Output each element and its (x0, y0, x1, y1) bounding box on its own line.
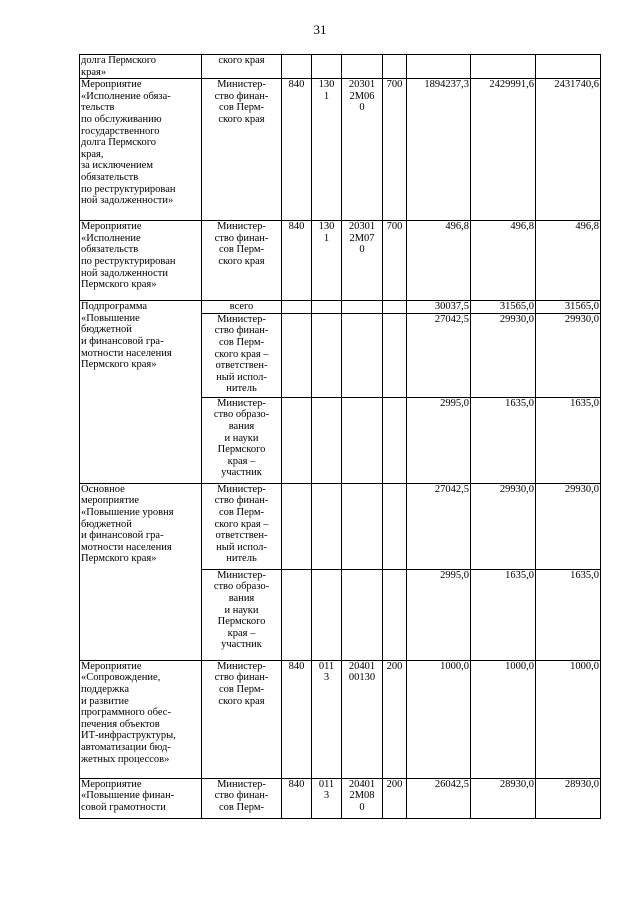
cell-csr (342, 55, 383, 79)
table-row (80, 660, 601, 778)
cell-exec: Министер- ство образо- вания и науки Пермского края – участник (202, 397, 282, 483)
cell-vr: 200 (383, 660, 407, 778)
budget-table (79, 54, 601, 819)
cell-name: Мероприятие «Сопровождение, поддержка и развитие программного обес- печения объектов ИТ-инфраструктуры, автоматизации бюд- жетных процессов» (80, 660, 202, 778)
cell-y3 (536, 55, 601, 79)
cell-y3: 1000,0 (536, 660, 601, 778)
cell-grbs: 840 (282, 778, 312, 818)
cell-y1: 496,8 (407, 221, 471, 301)
cell-y1: 2995,0 (407, 397, 471, 483)
cell-vr (383, 55, 407, 79)
cell-y2: 2429991,6 (471, 79, 536, 221)
cell-exec: Министер- ство финан- сов Перм- ского края – ответствен- ный испол- нитель (202, 483, 282, 569)
cell-exec: Министер- ство финан- сов Перм- ского края (202, 221, 282, 301)
cell-name: Мероприятие «Исполнение обязательств по реструктурирован ной задолженности Пермского края» (80, 221, 202, 301)
cell-exec: ского края (202, 55, 282, 79)
cell-csr: 20401 00130 (342, 660, 383, 778)
cell-vr (383, 313, 407, 397)
cell-rzpr: 130 1 (312, 221, 342, 301)
cell-y3: 1635,0 (536, 397, 601, 483)
table-row (80, 221, 601, 301)
cell-y1 (407, 55, 471, 79)
cell-y2: 1635,0 (471, 397, 536, 483)
cell-y2: 29930,0 (471, 483, 536, 569)
page-number: 31 (313, 22, 327, 37)
cell-rzpr (312, 483, 342, 569)
cell-y3: 496,8 (536, 221, 601, 301)
cell-csr: 20401 2М08 0 (342, 778, 383, 818)
cell-vr (383, 301, 407, 314)
cell-y1: 27042,5 (407, 483, 471, 569)
cell-y2 (471, 55, 536, 79)
cell-csr (342, 301, 383, 314)
cell-csr (342, 483, 383, 569)
cell-y3: 29930,0 (536, 483, 601, 569)
cell-grbs (282, 301, 312, 314)
cell-y3: 29930,0 (536, 313, 601, 397)
table-row (80, 301, 601, 314)
cell-name: Основное мероприятие «Повышение уровня бюджетной и финансовой гра- мотности населения Пермского края» (80, 483, 202, 660)
cell-y2: 496,8 (471, 221, 536, 301)
cell-grbs (282, 569, 312, 660)
cell-vr (383, 483, 407, 569)
cell-grbs: 840 (282, 660, 312, 778)
cell-grbs: 840 (282, 79, 312, 221)
table-row (80, 79, 601, 221)
cell-y2: 1635,0 (471, 569, 536, 660)
cell-name: Подпрограмма «Повышение бюджетной и финансовой гра- мотности населения Пермского края» (80, 301, 202, 484)
cell-grbs (282, 313, 312, 397)
table-row (80, 55, 601, 79)
cell-y2: 28930,0 (471, 778, 536, 818)
cell-exec: Министер- ство финан- сов Перм- ского края (202, 79, 282, 221)
cell-rzpr (312, 569, 342, 660)
cell-vr: 700 (383, 221, 407, 301)
cell-y1: 30037,5 (407, 301, 471, 314)
cell-vr: 700 (383, 79, 407, 221)
cell-csr: 20301 2М07 0 (342, 221, 383, 301)
cell-y3: 2431740,6 (536, 79, 601, 221)
cell-grbs (282, 483, 312, 569)
cell-rzpr: 130 1 (312, 79, 342, 221)
table-row (80, 778, 601, 818)
cell-rzpr (312, 313, 342, 397)
cell-y1: 2995,0 (407, 569, 471, 660)
cell-rzpr: 011 3 (312, 660, 342, 778)
cell-name: Мероприятие «Повышение финан- совой грамотности (80, 778, 202, 818)
cell-y3: 28930,0 (536, 778, 601, 818)
cell-y1: 1894237,3 (407, 79, 471, 221)
cell-exec: всего (202, 301, 282, 314)
cell-rzpr: 011 3 (312, 778, 342, 818)
cell-vr (383, 397, 407, 483)
cell-rzpr (312, 301, 342, 314)
cell-y2: 31565,0 (471, 301, 536, 314)
cell-exec: Министер- ство финан- сов Перм- (202, 778, 282, 818)
cell-grbs (282, 55, 312, 79)
cell-csr (342, 569, 383, 660)
cell-name: долга Пермского края» (80, 55, 202, 79)
cell-y1: 26042,5 (407, 778, 471, 818)
cell-name: Мероприятие «Исполнение обяза- тельств по обслуживанию государственного долга Пермского края, за исключением обязательств по реструктурирован ной задолженности» (80, 79, 202, 221)
cell-rzpr (312, 55, 342, 79)
cell-y1: 27042,5 (407, 313, 471, 397)
cell-csr (342, 397, 383, 483)
cell-vr (383, 569, 407, 660)
cell-y2: 1000,0 (471, 660, 536, 778)
cell-grbs (282, 397, 312, 483)
cell-exec: Министер- ство финан- сов Перм- ского края – ответствен- ный испол- нитель (202, 313, 282, 397)
cell-exec: Министер- ство образо- вания и науки Пермского края – участник (202, 569, 282, 660)
cell-csr (342, 313, 383, 397)
cell-exec: Министер- ство финан- сов Перм- ского края (202, 660, 282, 778)
cell-rzpr (312, 397, 342, 483)
cell-y2: 29930,0 (471, 313, 536, 397)
cell-csr: 20301 2М06 0 (342, 79, 383, 221)
cell-vr: 200 (383, 778, 407, 818)
cell-y1: 1000,0 (407, 660, 471, 778)
cell-grbs: 840 (282, 221, 312, 301)
table-row (80, 483, 601, 569)
cell-y3: 31565,0 (536, 301, 601, 314)
cell-y3: 1635,0 (536, 569, 601, 660)
